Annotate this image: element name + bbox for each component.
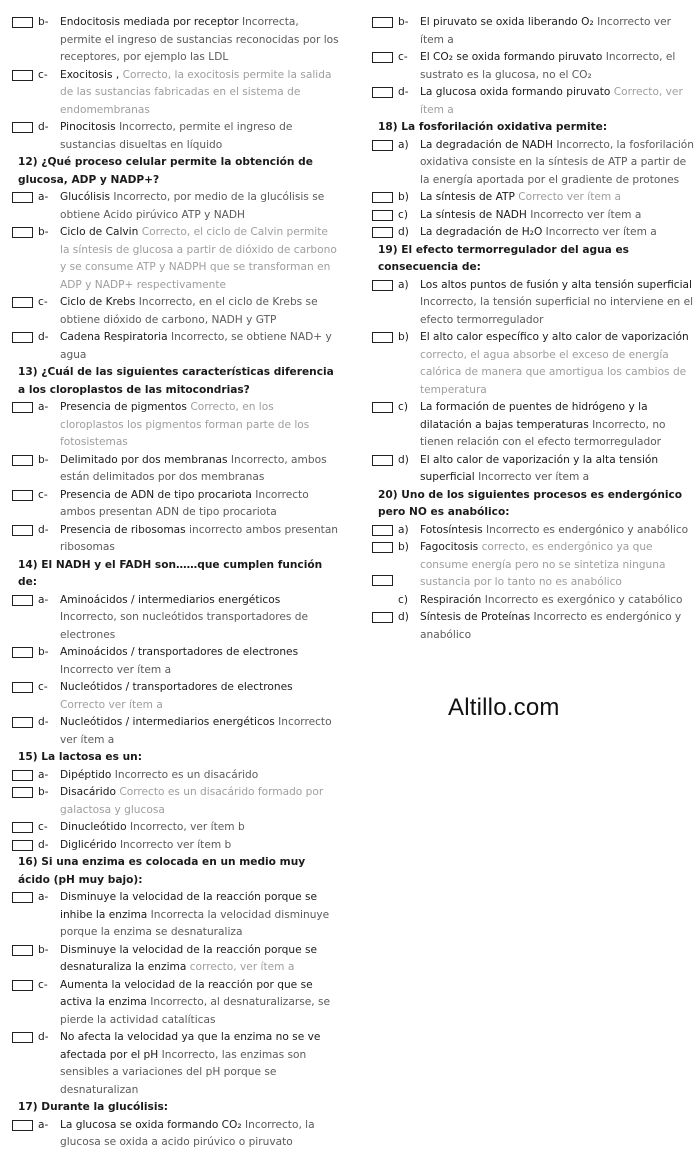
option-letter: c- [38,821,48,833]
option-letter: b) [398,191,409,203]
option-term: La glucosa oxida formando piruvato [420,86,611,98]
option-term: El alto calor de vaporización y la alta tensión superficial [420,453,659,483]
question-text: Uno de los siguientes procesos es endergónico pero NO es anabólico: [378,488,683,518]
option-letter: d- [38,1031,49,1043]
option-letter: d) [398,611,409,623]
option-letter: d) [398,453,409,466]
option-letter: d) [398,226,409,238]
option-term: Fotosíntesis [420,523,483,536]
answer-option [10,837,340,855]
answer-option [10,679,340,714]
answer-option [370,329,695,399]
feedback-incorrect: Incorrecto es endergónico y anabólico [486,523,689,536]
answer-checkbox-extra[interactable] [372,575,393,586]
option-term: Aminoácidos / intermediarios energéticos [60,593,281,606]
feedback-correct: Correcto, ver ítem a [420,86,683,116]
answer-option [10,189,340,224]
answer-checkbox[interactable] [372,402,393,413]
feedback-incorrect: Incorrecto, la tensión superficial no interviene en el efecto termorregulador [420,296,694,326]
answer-option [370,539,695,592]
answer-checkbox[interactable] [372,542,393,553]
answer-option [10,399,340,452]
option-letter: a- [38,1118,49,1131]
answer-checkbox[interactable] [12,822,33,833]
option-term: Presencia de ADN de tipo procariota [60,488,252,501]
option-term: La degradación de NADH [420,138,554,151]
option-term: Dipéptido [60,768,112,781]
answer-checkbox[interactable] [372,210,393,221]
answer-checkbox[interactable] [12,70,33,81]
option-letter: c- [38,681,48,693]
answer-option [10,67,340,120]
feedback-incorrect: incorrecto ambos presentan ribosomas [60,523,339,553]
answer-checkbox[interactable] [372,192,393,203]
answer-checkbox[interactable] [372,227,393,238]
option-letter: b- [38,16,49,28]
option-term: Presencia de ribosomas [60,523,186,536]
option-letter: d- [38,331,49,343]
question-text: ¿Qué proceso celular permite la obtención de glucosa, ADP y NADP+? [18,156,313,186]
answer-checkbox[interactable] [372,140,393,151]
watermark: Altillo.com [448,694,560,721]
option-letter: c- [38,68,48,81]
option-term: Ciclo de Krebs [60,296,136,308]
answer-checkbox[interactable] [372,525,393,536]
answer-checkbox[interactable] [12,840,33,851]
answer-checkbox[interactable] [372,612,393,623]
answer-checkbox[interactable] [12,945,33,956]
option-letter: d- [38,523,49,536]
feedback-correct: Correcto, el ciclo de Calvin permite la síntesis de glucosa a partir de dióxido de carbono y se consume ATP y NADPH que se transforman en ADP y NADP+ respectivamente [60,226,337,291]
answer-option [10,522,340,557]
option-term: No afecta la velocidad ya que la enzima no se ve afectada por el pH [60,1031,321,1061]
answer-checkbox[interactable] [12,1032,33,1043]
option-letter: a) [398,523,409,536]
feedback-correct: Correcto ver ítem a [518,191,622,203]
answer-option [10,224,340,294]
answer-option [10,889,340,942]
question-text: La fosforilación oxidativa permite: [401,121,608,133]
answer-option [10,329,340,364]
feedback-incorrect: Incorrecto, en el ciclo de Krebs se obtiene dióxido de carbono, NADH y GTP [60,296,318,326]
question-heading [10,364,340,399]
option-term: Diglicérido [60,838,117,851]
option-term: El piruvato se oxida liberando O₂ [420,16,594,28]
option-letter: b- [38,943,49,956]
option-letter: b- [398,16,409,28]
option-letter: a- [38,768,49,781]
option-term: Pinocitosis [60,121,116,133]
question-heading [370,242,695,277]
option-letter: c) [398,208,408,221]
feedback-correct: Correcto, la exocitosis permite la salida de las sustancias fabricadas en el sistema de endomembranas [60,68,332,116]
answer-option [10,644,340,679]
option-term: Cadena Respiratoria [60,331,168,343]
question-number: 13) [18,366,38,378]
answer-checkbox[interactable] [12,122,33,133]
feedback-correct: Correcto es un disacárido formado por galactosa y glucosa [60,786,324,816]
feedback-incorrect: Incorrecto, la fosforilación oxidativa consiste en la síntesis de ATP a partir de la energía aportada por el gradiente de protones [420,138,694,186]
answer-checkbox[interactable] [372,52,393,63]
right-column [370,14,695,644]
answer-option [370,207,695,225]
feedback-incorrect: Incorrecto ambos presentan ADN de tipo procariota [60,488,309,518]
option-term: Disacárido [60,786,116,798]
option-letter: d- [38,121,49,133]
question-text: Si una enzima es colocada en un medio muy ácido (pH muy bajo): [18,856,306,886]
answer-option [10,714,340,749]
feedback-incorrect: Incorrecta, permite el ingreso de sustancias reconocidas por los receptores, por ejemplo las LDL [60,16,339,63]
option-letter: a- [38,191,49,203]
option-term: La síntesis de NADH [420,208,527,221]
answer-option [370,452,695,487]
option-letter: c- [38,488,48,501]
answer-checkbox[interactable] [12,717,33,728]
question-heading [10,749,340,767]
option-term: Disminuye la velocidad de la reacción porque se inhibe la enzima [60,891,317,921]
option-letter: b) [398,541,409,553]
option-term: El CO₂ se oxida formando piruvato [420,51,603,63]
option-letter: a) [398,138,409,151]
answer-checkbox[interactable] [12,192,33,203]
feedback-incorrect: Incorrecto ver ítem a [478,471,590,483]
option-letter: a- [38,401,49,413]
option-term: Disminuye la velocidad de la reacción porque se desnaturaliza la enzima [60,943,317,973]
answer-checkbox[interactable] [12,770,33,781]
option-letter: d- [38,838,49,851]
option-term: La glucosa se oxida formando CO₂ [60,1118,242,1131]
question-text: El NADH y el FADH son……que cumplen función de: [18,558,323,588]
feedback-incorrect: Incorrecto, al desnaturalizarse, se pierde la actividad catalíticas [60,996,331,1026]
option-letter: c- [38,978,48,991]
option-letter: d- [398,86,409,98]
feedback-incorrect: Incorrecto ver ítem a [60,716,332,746]
question-number: 15) [18,751,38,763]
answer-checkbox[interactable] [12,402,33,413]
answer-option [370,522,695,540]
question-heading [370,119,695,137]
answer-option [370,137,695,190]
feedback-correct: correcto, es endergónico ya que consume energía pero no se sintetiza ninguna sustancia por lo tanto no es anabólico [420,541,666,588]
answer-checkbox[interactable] [12,980,33,991]
option-letter: a- [38,891,49,903]
question-number: 17) [18,1101,38,1113]
option-term: Presencia de pigmentos [60,401,187,413]
option-term: Nucleótidos / intermediarios energéticos [60,716,275,728]
answer-checkbox[interactable] [12,455,33,466]
option-term: Endocitosis mediada por receptor [60,16,239,28]
question-heading [10,154,340,189]
answer-option [370,189,695,207]
answer-checkbox[interactable] [372,280,393,291]
option-term: Síntesis de Proteínas [420,611,531,623]
feedback-incorrect: Incorrecto es un disacárido [114,768,259,781]
feedback-incorrect: Incorrecto, ver ítem b [129,821,245,833]
option-term: Glucólisis [60,191,111,203]
option-letter: b- [38,786,49,798]
feedback-correct: correcto, ver ítem a [189,961,295,973]
answer-checkbox[interactable] [12,227,33,238]
answer-checkbox[interactable] [372,332,393,343]
option-term: Delimitado por dos membranas [60,453,228,466]
question-number: 12) [18,156,38,168]
question-number: 19) [378,243,398,256]
option-letter: a- [38,593,49,606]
feedback-incorrect: Incorrecta la velocidad disminuye porque la enzima se desnaturaliza [60,908,330,938]
answer-checkbox[interactable] [12,682,33,693]
option-letter: d- [38,716,49,728]
feedback-incorrect: Incorrecto ver ítem b [119,838,232,851]
option-letter: b- [38,226,49,238]
answer-checkbox[interactable] [372,87,393,98]
option-letter: b) [398,331,409,343]
answer-option [370,49,695,84]
answer-checkbox[interactable] [12,525,33,536]
feedback-correct: correcto, el agua absorbe el exceso de energía calórica de manera que amortigua los cambios de temperatura [420,348,687,396]
answer-checkbox[interactable] [12,332,33,343]
feedback-correct: Correcto, en los cloroplastos los pigmentos forman parte de los fotosistemas [60,401,310,448]
question-text: Durante la glucólisis: [41,1101,169,1113]
option-term: Dinucleótido [60,821,127,833]
question-number: 14) [18,558,38,571]
answer-option [370,592,695,610]
answer-checkbox[interactable] [12,490,33,501]
feedback-incorrect: Incorrecto ver ítem a [530,208,642,221]
option-term: Respiración [420,593,482,606]
question-heading [370,487,695,522]
question-text: El efecto termorregulador del agua es consecuencia de: [378,243,629,273]
answer-option [10,294,340,329]
feedback-correct: Correcto ver ítem a [60,698,163,711]
feedback-incorrect: Incorrecto, la glucosa se oxida a acido pirúvico o piruvato [60,1118,315,1148]
question-number: 20) [378,488,398,501]
option-term: Nucleótidos / transportadores de electrones [60,681,293,693]
feedback-incorrect: Incorrecto, son nucleótidos transportadores de electrones [60,611,309,641]
answer-option [10,487,340,522]
option-term: Los altos puntos de fusión y alta tensión superficial [420,278,692,291]
answer-checkbox[interactable] [12,1120,33,1131]
answer-checkbox[interactable] [12,17,33,28]
option-letter: c- [398,51,408,63]
feedback-incorrect: Incorrecto ver ítem a [60,663,172,676]
option-term: Ciclo de Calvin [60,226,139,238]
option-term: Aminoácidos / transportadores de electrones [60,646,299,658]
answer-option [370,277,695,330]
answer-option [370,14,695,49]
answer-option [10,452,340,487]
answer-checkbox[interactable] [12,595,33,606]
feedback-incorrect: Incorrecto, se obtiene NAD+ y agua [60,331,332,361]
feedback-incorrect: Incorrecto es exergónico y catabólico [484,593,683,606]
answer-checkbox[interactable] [12,787,33,798]
answer-option [370,399,695,452]
feedback-incorrect: Incorrecto, permite el ingreso de sustancias disueltas en líquido [60,121,293,151]
answer-option [10,819,340,837]
question-heading [10,557,340,592]
question-heading [10,854,340,889]
option-letter: b- [38,646,49,658]
answer-option [370,84,695,119]
question-number: 16) [18,856,38,868]
answer-checkbox[interactable] [12,892,33,903]
answer-option [10,942,340,977]
feedback-incorrect: Incorrecto ver ítem a [420,16,672,46]
answer-checkbox[interactable] [12,647,33,658]
feedback-incorrect: Incorrecto es endergónico y anabólico [420,611,682,641]
answer-option [10,119,340,154]
answer-checkbox[interactable] [12,297,33,308]
answer-option [10,1117,340,1152]
feedback-incorrect: Incorrecto, las enzimas son sensibles a variaciones del pH porque se desnaturalizan [60,1048,307,1096]
answer-option [10,14,340,67]
feedback-incorrect: Incorrecto, el sustrato es la glucosa, no el CO₂ [420,51,676,81]
question-number: 18) [378,121,398,133]
answer-option [10,977,340,1030]
answer-option [10,592,340,645]
option-term: Aumenta la velocidad de la reacción por que se activa la enzima [60,978,313,1008]
feedback-incorrect: Incorrecto, por medio de la glucólisis se obtiene Acido pirúvico ATP y NADH [60,191,325,221]
answer-option [10,784,340,819]
question-text: La lactosa es un: [41,751,142,763]
question-heading [10,1099,340,1117]
option-letter: c) [398,593,408,606]
answer-checkbox[interactable] [372,17,393,28]
answer-option [370,609,695,644]
feedback-incorrect: Incorrecto, ambos están delimitados por dos membranas [60,453,327,483]
left-column [10,14,340,1152]
answer-option [370,224,695,242]
option-letter: b- [38,453,49,466]
feedback-incorrect: Incorrecto, no tienen relación con el efecto termorregulador [420,418,666,448]
option-term: La síntesis de ATP [420,191,515,203]
option-term: Exocitosis , [60,68,120,81]
option-term: Fagocitosis [420,541,479,553]
option-letter: c) [398,401,408,413]
answer-option [10,767,340,785]
answer-checkbox[interactable] [372,455,393,466]
feedback-incorrect: Incorrecto ver ítem a [545,226,657,238]
option-letter: a) [398,278,409,291]
option-letter: c- [38,296,48,308]
question-text: ¿Cuál de las siguientes características diferencia a los cloroplastos de las mitocondrias? [18,366,334,396]
option-term: La degradación de H₂O [420,226,543,238]
answer-option [10,1029,340,1099]
option-term: La formación de puentes de hidrógeno y la dilatación a bajas temperaturas [420,401,648,431]
option-term: El alto calor específico y alto calor de vaporización [420,331,689,343]
